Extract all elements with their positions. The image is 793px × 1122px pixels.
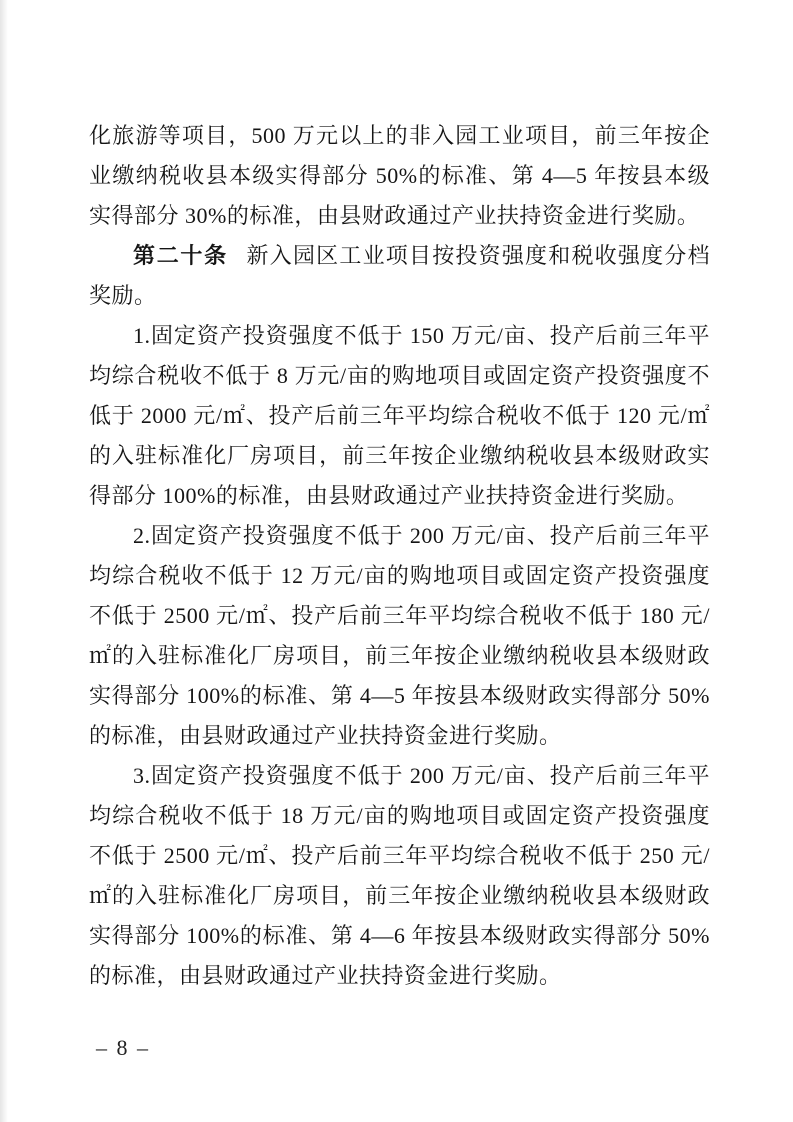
page-number: – 8 – [96,1035,150,1060]
article-text: 新入园区工业项目按投资强度和税收强度分档奖励。 [89,243,710,308]
article-number-label: 第二十条 [133,243,228,268]
paragraph-item-1: 1.固定资产投资强度不低于 150 万元/亩、投产后前三年平均综合税收不低于 8 万元/亩的购地项目或固定资产投资强度不低于 2000 元/㎡、投产后前三年平均综合税收不低于 120 元/㎡的入驻标准化厂房项目，前三年按企业缴纳税收县本级财政实得部分 100%的标准，由县财政通过产业扶持资金进行奖励。 [89,323,710,508]
paragraph-item-3: 3.固定资产投资强度不低于 200 万元/亩、投产后前三年平均综合税收不低于 18 万元/亩的购地项目或固定资产投资强度不低于 2500 元/㎡、投产后前三年平均综合税收不低于 250 元/㎡的入驻标准化厂房项目，前三年按企业缴纳税收县本级财政实得部分 100%的标准、第 4—6 年按县本级财政实得部分 50%的标准，由县财政通过产业扶持资金进行奖励。 [89,763,710,988]
paragraph-continuation: 化旅游等项目，500 万元以上的非入园工业项目，前三年按企业缴纳税收县本级实得部分 50%的标准、第 4—5 年按县本级实得部分 30%的标准，由县财政通过产业扶持资金进行奖励。 [89,123,710,228]
paragraph-item-2: 2.固定资产投资强度不低于 200 万元/亩、投产后前三年平均综合税收不低于 12 万元/亩的购地项目或固定资产投资强度不低于 2500 元/㎡、投产后前三年平均综合税收不低于 180 元/㎡的入驻标准化厂房项目，前三年按企业缴纳税收县本级财政实得部分 100%的标准、第 4—5 年按县本级财政实得部分 50%的标准，由县财政通过产业扶持资金进行奖励。 [89,523,710,748]
document-body [89,116,710,996]
paragraph-article-20 [89,236,710,316]
